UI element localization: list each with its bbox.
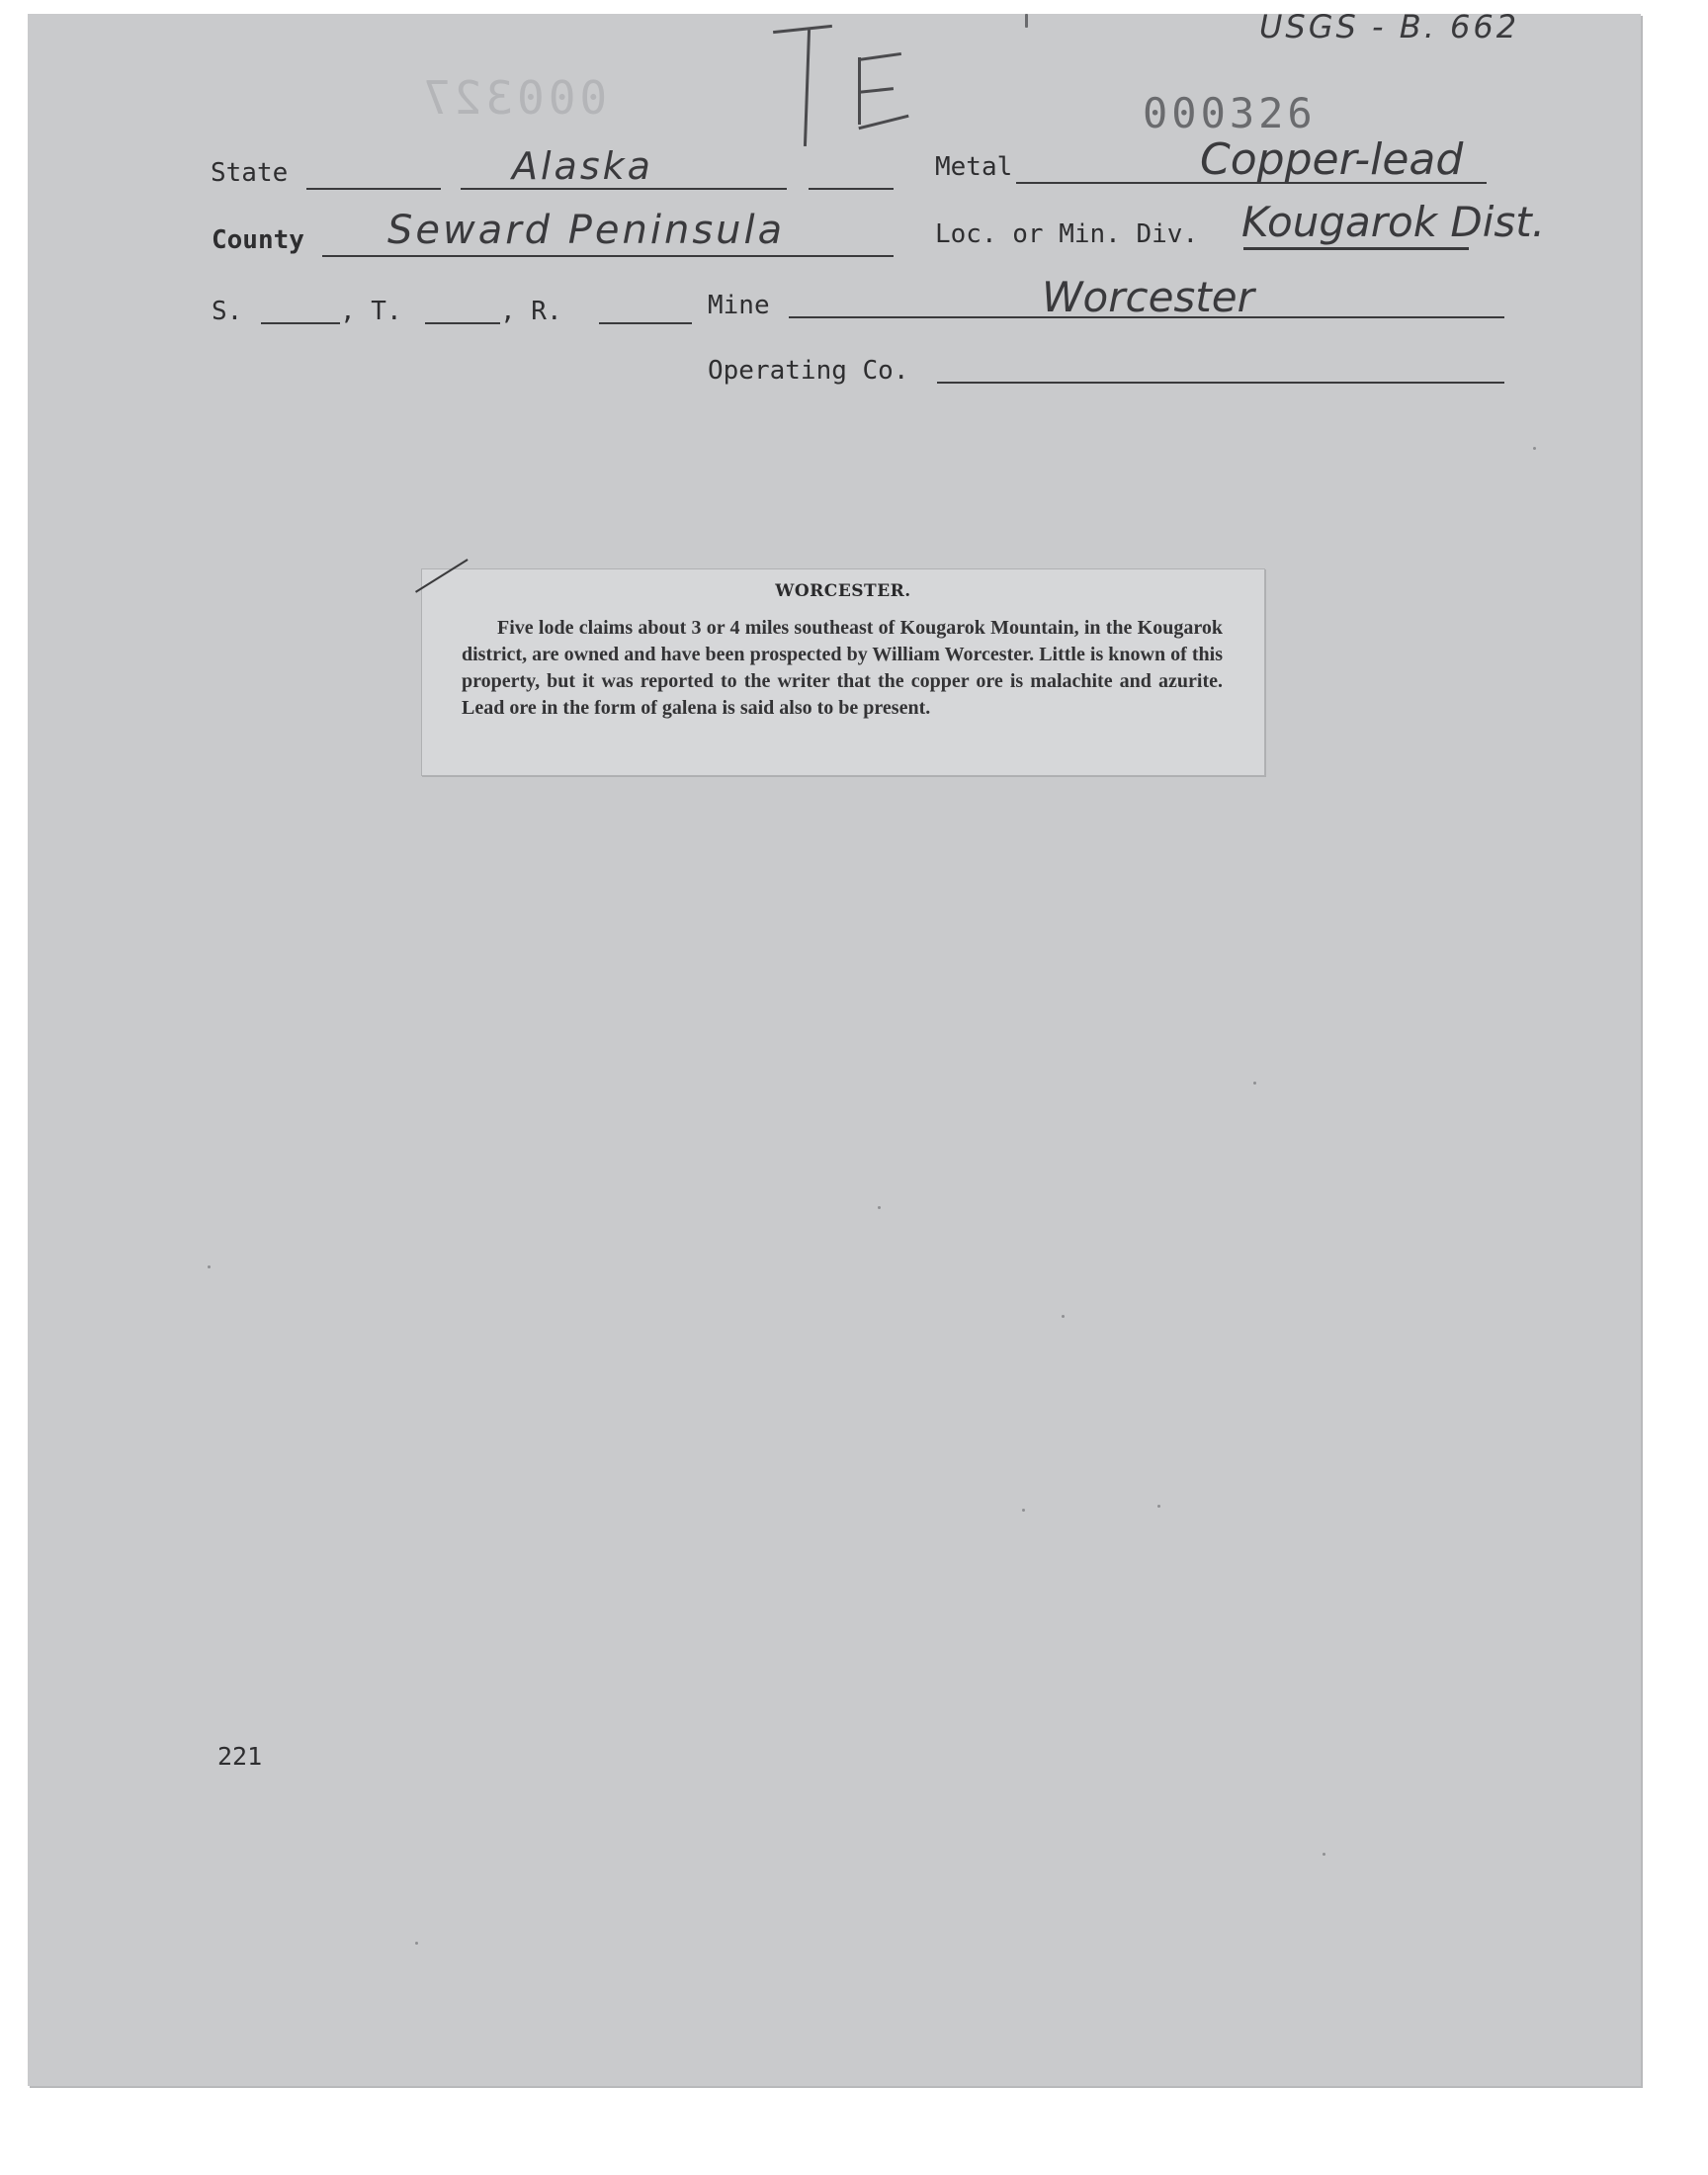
state-value: Alaska — [512, 144, 653, 188]
clipping-body — [462, 615, 1223, 722]
mine-label: Mine — [708, 291, 770, 320]
state-line — [306, 188, 441, 190]
division-underline — [1243, 247, 1469, 250]
catalog-reference: USGS - B. 662 — [1259, 8, 1520, 45]
township-line — [425, 322, 500, 324]
division-value: Kougarok Dist. — [1241, 198, 1546, 246]
operating-co-line — [937, 382, 1504, 384]
record-number-stamp: 000326 — [1143, 89, 1317, 137]
record-card — [28, 8, 1641, 2086]
clipping-text: Five lode claims about 3 or 4 miles southeast of Kougarok Mountain, in the Kougarok district, are owned and have been prospected by William Worcester. Little is known of this property, but it was reported to the writer that the copper ore is malachite and azurite. Lead ore in the form of galena is said also to be present. — [462, 617, 1223, 719]
report-clipping — [421, 568, 1265, 776]
state-label: State — [211, 158, 289, 188]
range-line — [599, 322, 692, 324]
county-label: County — [212, 225, 304, 255]
township-label: , T. — [340, 297, 402, 326]
clipping-title: WORCESTER. — [775, 581, 911, 601]
operating-co-label: Operating Co. — [708, 356, 909, 386]
county-value: Seward Peninsula — [387, 208, 786, 253]
county-line — [322, 255, 894, 257]
page-number: 221 — [217, 1742, 263, 1771]
mine-value: Worcester — [1042, 273, 1254, 321]
ghost-stamp: 000327 — [419, 71, 608, 125]
metal-value: Copper-lead — [1200, 134, 1464, 185]
metal-label: Metal — [935, 152, 1013, 182]
range-label: , R. — [500, 297, 562, 326]
section-line — [261, 322, 340, 324]
section-label: S. — [212, 297, 243, 326]
division-label: Loc. or Min. Div. — [935, 219, 1199, 249]
